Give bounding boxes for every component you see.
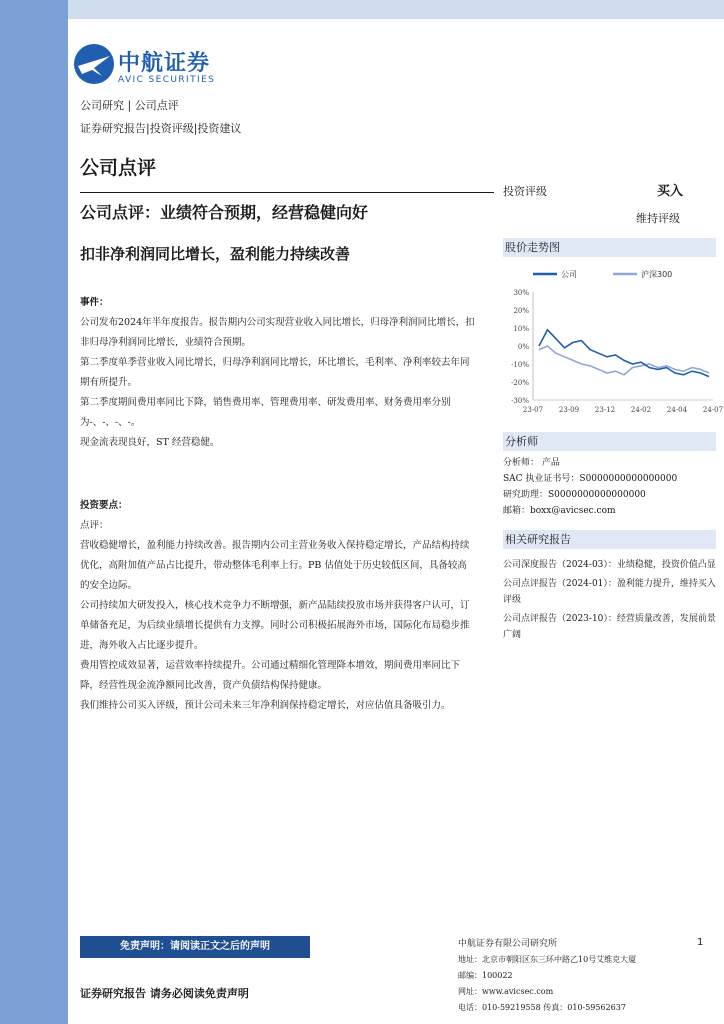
footer-notice: 证券研究报告 请务必阅读免责声明 <box>80 987 249 1000</box>
x-tick-label: 24-02 <box>630 406 652 414</box>
company-postcode: 邮编：100022 <box>458 971 513 980</box>
title-divider <box>80 192 494 193</box>
series-line <box>539 330 709 377</box>
related-panel-header: 相关研究报告 <box>503 530 716 549</box>
analyst-email[interactable]: 邮箱：boxx@avicsec.com <box>503 506 616 516</box>
company-contact <box>458 936 636 1016</box>
brand-name-cn: 中航证券 <box>118 51 211 76</box>
related-report-link[interactable]: 公司点评报告（2024-01）：盈利能力提升，维持买入评级 <box>503 579 716 605</box>
avic-logo-icon <box>72 42 116 86</box>
y-tick-label: -30% <box>511 397 529 405</box>
x-tick-label: 23-09 <box>558 406 580 414</box>
summary-paragraph: 公司发布2024年半年度报告。报告期内公司实现营业收入同比增长，归母净利润同比增长，扣非归母净利润同比增长，业绩符合预期。 <box>80 317 475 348</box>
company-logo <box>72 42 252 90</box>
section-title: 公司点评 <box>80 157 157 179</box>
related-report-link[interactable]: 公司点评报告（2023-10）：经营质量改善，发展前景广阔 <box>503 614 716 640</box>
related-reports-list <box>503 557 716 646</box>
event-heading: 事件： <box>80 297 109 308</box>
chart-panel-header: 股价走势图 <box>503 238 716 257</box>
report-subheadline: 扣非净利润同比增长，盈利能力持续改善 <box>80 245 351 263</box>
page-number: 1 <box>697 937 704 948</box>
report-headline: 公司点评：业绩符合预期，经营稳健向好 <box>80 203 369 222</box>
company-website[interactable]: 网址：www.avicsec.com <box>458 987 554 996</box>
y-tick-label: 10% <box>513 325 529 333</box>
company-phone: 电话：010-59219558 传真：010-59562637 <box>458 1003 626 1012</box>
related-report-link[interactable]: 公司深度报告（2024-03）：业绩稳健，投资价值凸显 <box>503 560 716 570</box>
x-tick-label: 24-07 <box>702 406 724 414</box>
investment-heading: 投资要点： <box>80 500 128 511</box>
left-accent-bar <box>0 0 68 1024</box>
brand-name-en: AVIC SECURITIES <box>118 75 216 85</box>
body-paragraph: 公司持续加大研发投入，核心技术竞争力不断增强，新产品陆续投放市场并获得客户认可，订单储备充足，为后续业绩增长提供有力支撑。同时公司积极拓展海外市场，国际化布局稳步推进，海外收入占比逐步提升。 <box>80 600 470 651</box>
report-type-line: 证券研究报告|投资评级|投资建议 <box>80 122 242 135</box>
analyst-line: SAC 执业证书号：S0000000000000000 <box>503 474 678 484</box>
body-paragraph: 营收稳健增长，盈利能力持续改善。报告期内公司主营业务收入保持稳定增长，产品结构持续优化，高附加值产品占比提升，带动整体毛利率上行。PB 估值处于历史较低区间，具备较高的安全边际。 <box>80 540 470 591</box>
y-tick-label: 30% <box>513 289 529 297</box>
disclaimer-banner: 免责声明：请阅读正文之后的声明 <box>80 936 310 958</box>
company-name: 中航证券有限公司研究所 <box>458 939 558 949</box>
rating-value: 买入 <box>657 184 684 199</box>
y-tick-label: 20% <box>513 307 529 315</box>
summary-paragraph: 第二季度单季营业收入同比增长，归母净利润同比增长，环比增长，毛利率、净利率较去年同期有所提升。 <box>80 357 470 388</box>
top-band <box>68 0 724 19</box>
body-paragraph: 我们维持公司买入评级，预计公司未来三年净利润保持稳定增长，对应估值具备吸引力。 <box>80 700 451 711</box>
analyst-panel-header: 分析师 <box>503 432 716 451</box>
analyst-info <box>503 455 677 519</box>
x-tick-label: 23-12 <box>594 406 616 414</box>
legend-label: 公司 <box>561 270 577 279</box>
analyst-line: 分析师： 产品 <box>503 458 560 468</box>
analyst-line: 研究助理：S0000000000000000 <box>503 490 646 500</box>
x-tick-label: 24-04 <box>666 406 688 414</box>
y-tick-label: -20% <box>511 379 529 387</box>
report-category: 公司研究 | 公司点评 <box>80 99 179 112</box>
summary-paragraph: 现金流表现良好，ST 经营稳健。 <box>80 437 220 448</box>
y-tick-label: -10% <box>511 361 529 369</box>
investment-points <box>80 496 475 716</box>
body-paragraph: 费用管控成效显著，运营效率持续提升。公司通过精细化管理降本增效，期间费用率同比下降，经营性现金流净额同比改善，资产负债结构保持健康。 <box>80 660 461 691</box>
stock-price-chart <box>503 264 724 422</box>
company-address: 地址：北京市朝阳区东三环中路乙10号艾维克大厦 <box>458 955 637 964</box>
rating-label: 投资评级 <box>503 185 547 198</box>
summary-paragraph: 第二季度期间费用率同比下降，销售费用率、管理费用率、研发费用率、财务费用率分别为-、-、-、-。 <box>80 397 451 428</box>
x-tick-label: 23-07 <box>522 406 544 414</box>
y-tick-label: 0% <box>517 343 529 351</box>
commentary-heading: 点评： <box>80 520 109 531</box>
event-summary <box>80 293 475 453</box>
rating-previous: 维持评级 <box>636 212 680 225</box>
legend-label: 沪深300 <box>641 270 673 279</box>
